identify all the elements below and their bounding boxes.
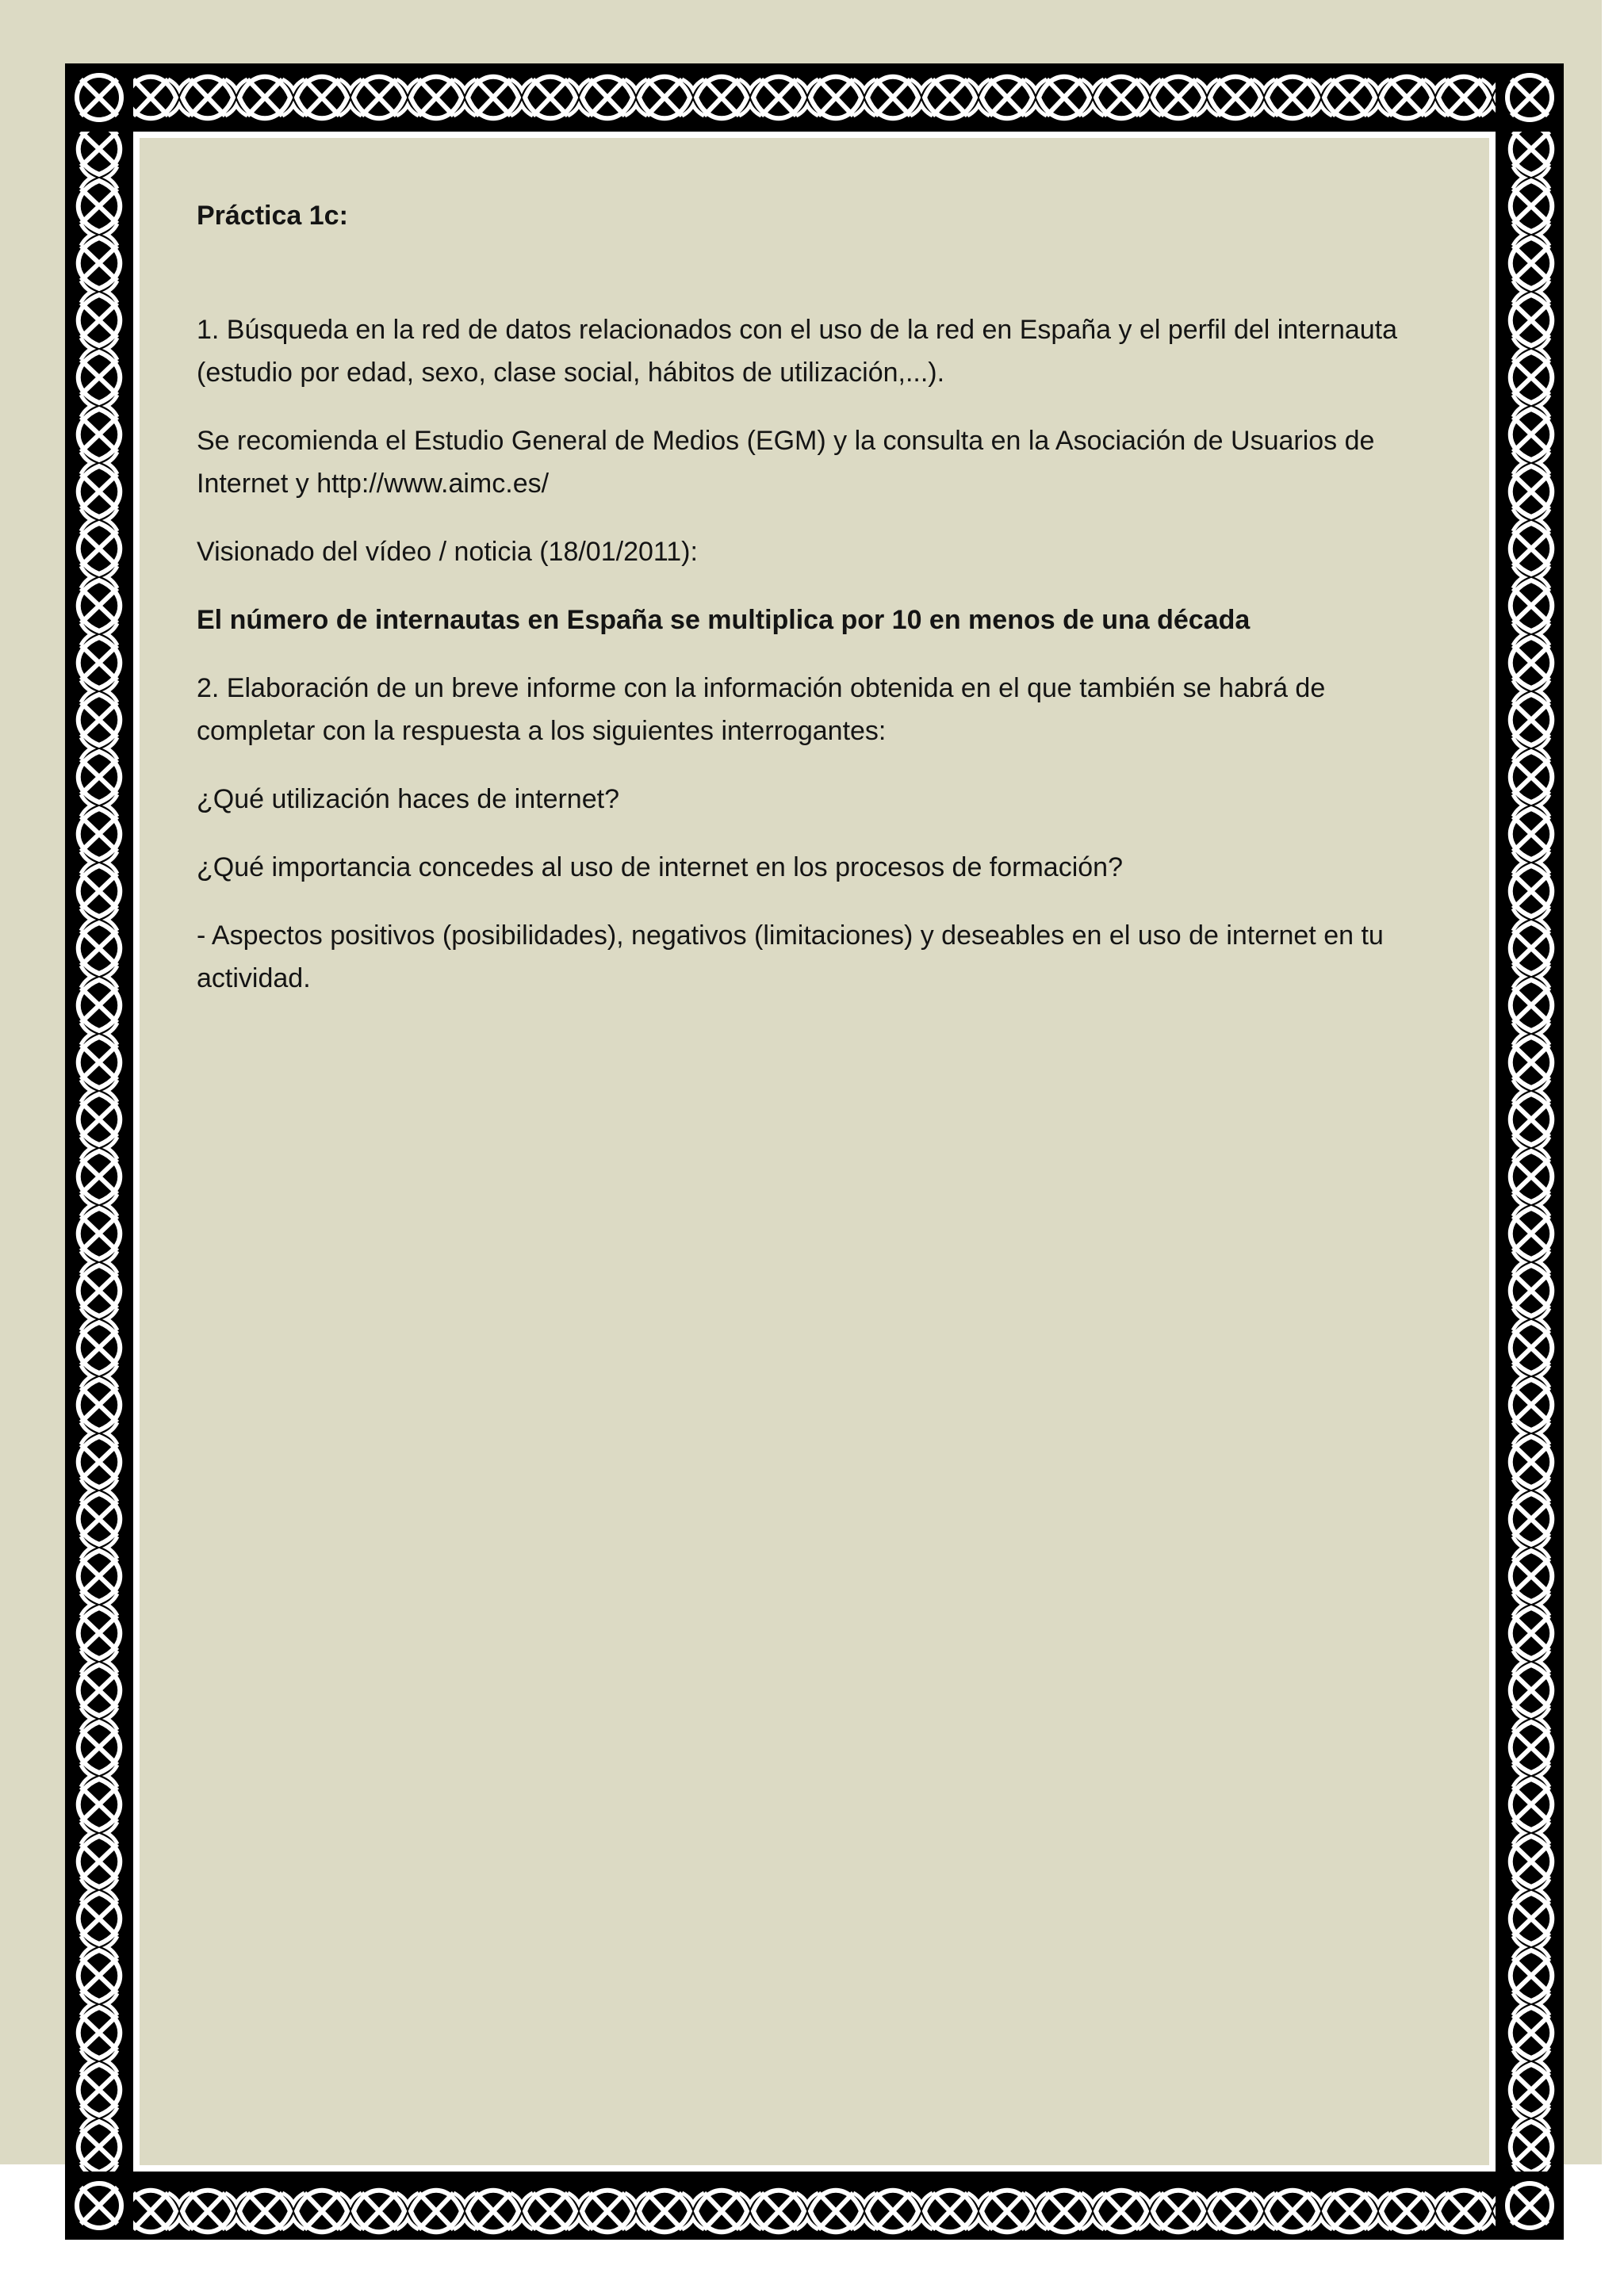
paragraph-question-2: ¿Qué importancia concedes al uso de internet en los procesos de formación? bbox=[197, 852, 1123, 882]
paragraph-question-1: ¿Qué utilización haces de internet? bbox=[197, 784, 619, 814]
paragraph-news-headline: El número de internautas en España se multiplica por 10 en menos de una década bbox=[197, 605, 1251, 635]
paragraph-task-1: 1. Búsqueda en la red de datos relacionados con el uso de la red en España y el perfil del internauta (estudio por edad, sexo, clase social, hábitos de utilización,...). bbox=[197, 315, 1398, 388]
paragraph-recommendation: Se recomienda el Estudio General de Medios (EGM) y la consulta en la Asociación de Usuarios de Internet y http://www.aimc.es/ bbox=[197, 426, 1375, 499]
document-title: Práctica 1c: bbox=[197, 201, 348, 231]
paragraph-video: Visionado del vídeo / noticia (18/01/2011): bbox=[197, 537, 698, 567]
document-content bbox=[197, 194, 1434, 1025]
paragraph-task-2: 2. Elaboración de un breve informe con la información obtenida en el que también se habrá de completar con la respuesta a los siguientes interrogantes: bbox=[197, 673, 1326, 746]
paragraph-aspects: - Aspectos positivos (posibilidades), negativos (limitaciones) y deseables en el uso de internet en tu actividad. bbox=[197, 920, 1384, 993]
